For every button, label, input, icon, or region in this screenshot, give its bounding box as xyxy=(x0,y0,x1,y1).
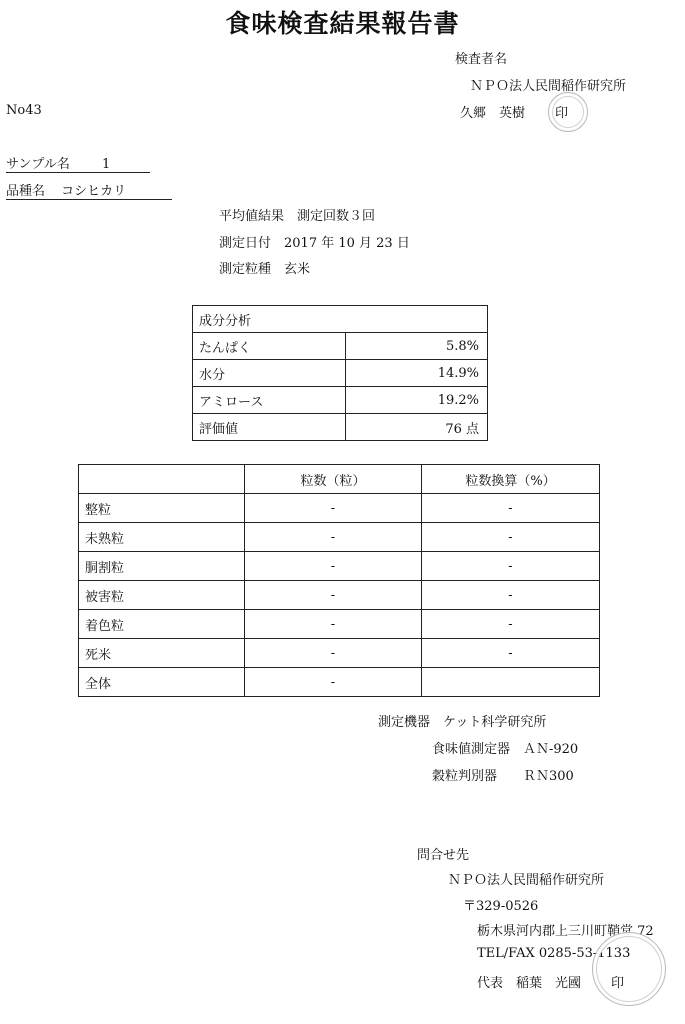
grain-label: 死米 xyxy=(79,639,245,668)
composition-header-row xyxy=(193,306,488,333)
table-row xyxy=(79,552,600,581)
composition-value: 19.2% xyxy=(346,387,488,414)
grain-label: 全体 xyxy=(79,668,245,697)
sample-name-label: サンプル名 xyxy=(6,157,70,172)
grain-percent xyxy=(422,668,600,697)
inspector-label: 検査者名 xyxy=(455,52,508,67)
taste-meter: 食味値測定器 ＡＮ-920 xyxy=(432,742,579,757)
grain-header-count: 粒数（粒） xyxy=(245,465,422,494)
grain-label: 胴割粒 xyxy=(79,552,245,581)
grain-count: - xyxy=(245,581,422,610)
grain-percent: - xyxy=(422,494,600,523)
contact-label: 問合せ先 xyxy=(417,848,470,863)
composition-value: 76 点 xyxy=(346,414,488,441)
table-row xyxy=(193,387,488,414)
grain-header-percent: 粒数換算（%） xyxy=(422,465,600,494)
measurement-date: 測定日付 2017 年 10 月 23 日 xyxy=(219,236,410,251)
grain-count: - xyxy=(245,639,422,668)
table-row xyxy=(193,333,488,360)
contact-postal: 〒329-0526 xyxy=(463,899,539,914)
table-row xyxy=(79,523,600,552)
grain-percent: - xyxy=(422,581,600,610)
average-result: 平均値結果 測定回数３回 xyxy=(219,209,376,224)
grain-count: - xyxy=(245,523,422,552)
table-row xyxy=(79,668,600,697)
variety-value: コシヒカリ xyxy=(61,184,127,199)
grain-percent: - xyxy=(422,610,600,639)
inspector-name: 久郷 英樹 xyxy=(460,106,526,121)
contact-org: ＮＰＯ法人民間稲作研究所 xyxy=(448,873,605,888)
grain-label: 着色粒 xyxy=(79,610,245,639)
composition-label: 評価値 xyxy=(193,414,346,441)
variety-field xyxy=(6,180,172,200)
variety-label: 品種名 xyxy=(6,184,46,199)
table-row xyxy=(79,581,600,610)
table-row xyxy=(79,639,600,668)
composition-label: 水分 xyxy=(193,360,346,387)
composition-label: たんぱく xyxy=(193,333,346,360)
contact-seal-mark: 印 xyxy=(611,976,625,991)
grain-table xyxy=(78,464,600,697)
equipment-label: 測定機器 ケット科学研究所 xyxy=(378,715,547,730)
contact-tel: TEL/FAX 0285-53-1133 xyxy=(477,946,631,961)
grain-header-row xyxy=(79,465,600,494)
grain-count: - xyxy=(245,668,422,697)
grain-label: 整粒 xyxy=(79,494,245,523)
grain-sorter: 穀粒判別器 ＲＮ300 xyxy=(432,769,574,784)
composition-value: 5.8% xyxy=(346,333,488,360)
inspector-seal-mark: 印 xyxy=(555,106,569,121)
grain-percent: - xyxy=(422,552,600,581)
sample-name-field xyxy=(6,153,150,173)
grain-label: 被害粒 xyxy=(79,581,245,610)
grain-count: - xyxy=(245,552,422,581)
table-row xyxy=(79,610,600,639)
grain-label: 未熟粒 xyxy=(79,523,245,552)
report-title: 食味検査結果報告書 xyxy=(225,9,460,38)
composition-value: 14.9% xyxy=(346,360,488,387)
inspector-org: ＮＰＯ法人民間稲作研究所 xyxy=(470,79,627,94)
organization-seal-stamp xyxy=(592,932,666,1006)
document-number: No43 xyxy=(6,103,42,118)
table-row xyxy=(193,360,488,387)
grain-type: 測定粒種 玄米 xyxy=(219,262,311,277)
inspector-seal-stamp xyxy=(548,92,588,132)
grain-count: - xyxy=(245,494,422,523)
contact-address: 栃木県河内郡上三川町鞘堂 72 xyxy=(477,924,654,939)
grain-header-blank xyxy=(79,465,245,494)
grain-percent: - xyxy=(422,523,600,552)
sample-name-value: 1 xyxy=(101,157,111,172)
grain-percent: - xyxy=(422,639,600,668)
composition-table xyxy=(192,305,488,441)
table-row xyxy=(79,494,600,523)
composition-header: 成分分析 xyxy=(193,306,488,333)
table-row xyxy=(193,414,488,441)
grain-count: - xyxy=(245,610,422,639)
composition-label: アミロース xyxy=(193,387,346,414)
contact-representative: 代表 稲葉 光國 xyxy=(477,976,582,991)
